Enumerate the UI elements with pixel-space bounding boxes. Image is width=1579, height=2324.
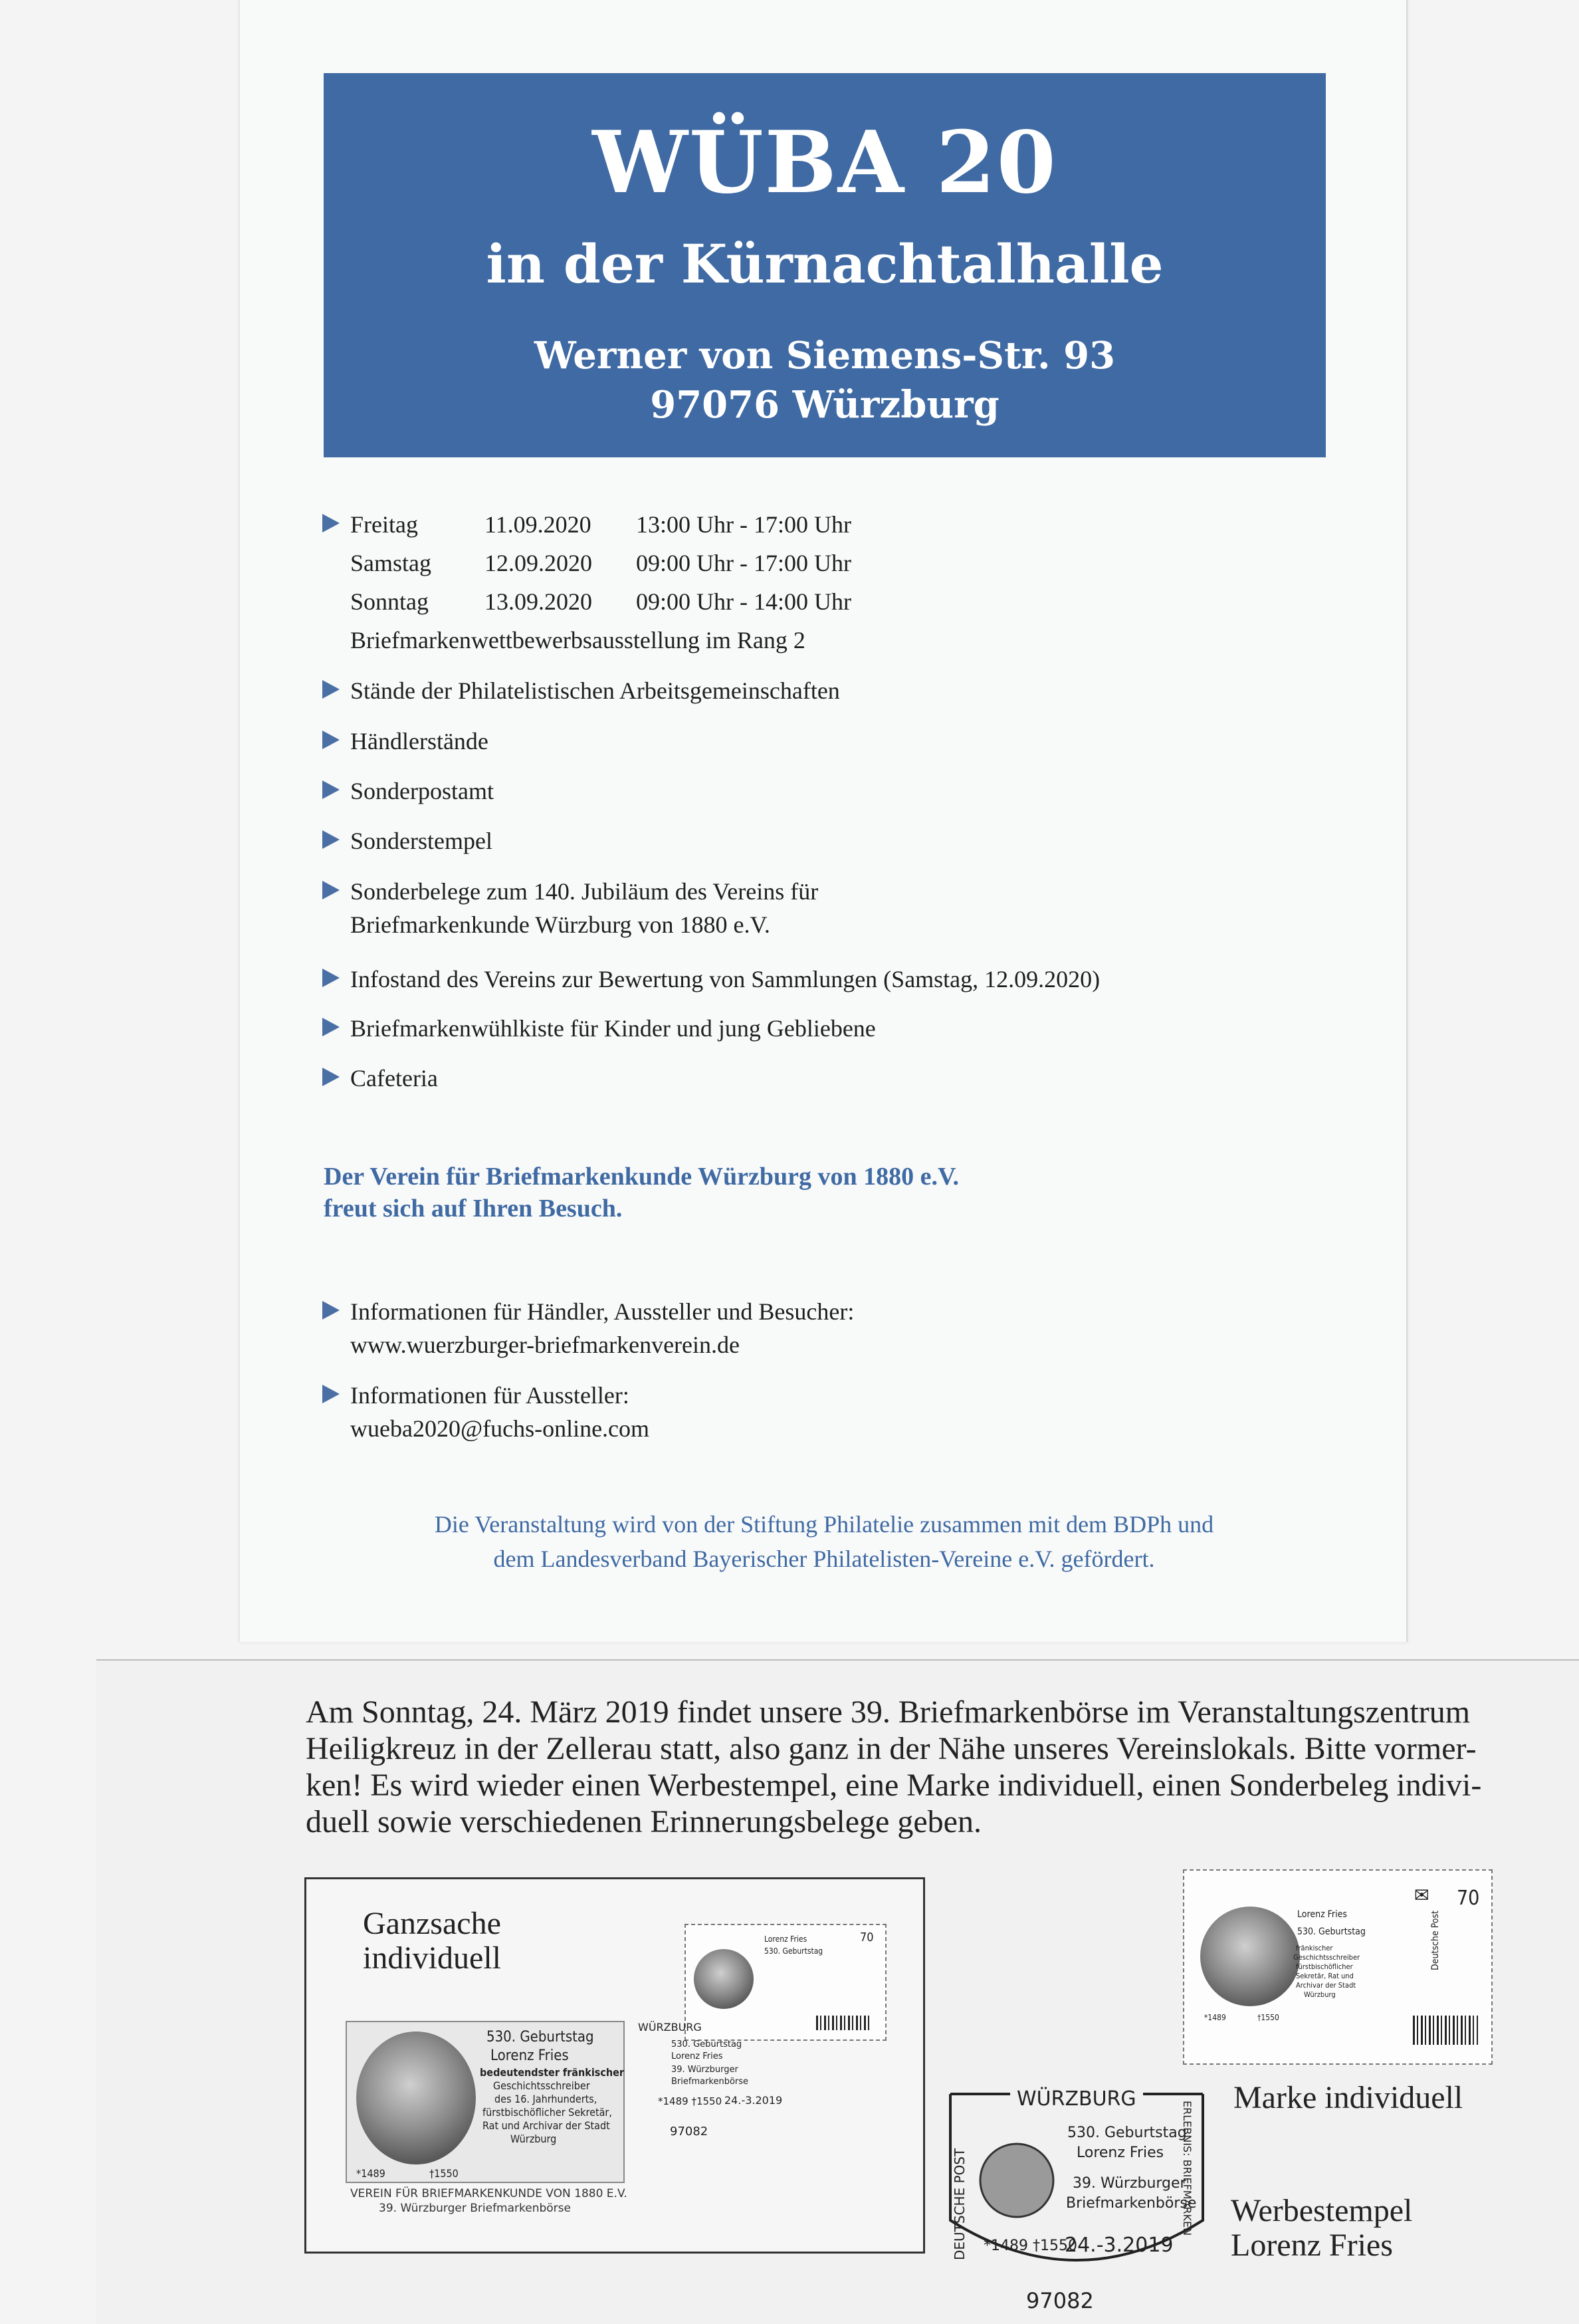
footer-line-1: Die Veranstaltung wird von der Stiftung Philatelie zusammen mit dem BDPh und: [434, 1511, 1214, 1538]
bullet-arrow-icon: [322, 780, 340, 799]
bullet-arrow-icon: [322, 514, 340, 532]
greeting-line-2: freut sich auf Ihren Besuch.: [324, 1195, 623, 1222]
schedule-day: Freitag: [350, 511, 418, 538]
werbestempel-label: Werbestempel Lorenz Fries: [1231, 2193, 1413, 2263]
schedule-date: 11.09.2020: [484, 511, 591, 538]
bullet-arrow-icon: [322, 881, 340, 899]
website-link[interactable]: www.wuerzburger-briefmarkenverein.de: [350, 1332, 740, 1358]
bullet-arrow-icon: [322, 1018, 340, 1036]
bullet-arrow-icon: [322, 680, 340, 699]
datamatrix-code: [816, 2016, 869, 2030]
bullet-arrow-icon: [322, 1301, 340, 1320]
schedule-day: Samstag: [350, 550, 431, 576]
bullet-arrow-icon: [322, 830, 340, 849]
footer-line-2: dem Landesverband Bayerischer Philatelisten-Vereine e.V. gefördert.: [493, 1546, 1155, 1572]
schedule-date: 13.09.2020: [484, 588, 592, 615]
email-link[interactable]: wueba2020@fuchs-online.com: [350, 1415, 650, 1442]
schedule-day: Sonntag: [350, 588, 429, 615]
marke-label: Marke individuell: [1233, 2080, 1463, 2115]
postmark-city: WÜRZBURG: [1017, 2087, 1136, 2111]
venue-street: Werner von Siemens-Str. 93: [534, 334, 1116, 378]
bullet-arrow-icon: [322, 731, 340, 749]
post-horn-icon: ✉: [1414, 1884, 1429, 1907]
venue-name: in der Kürnachtalhalle: [486, 233, 1164, 295]
bullet-arrow-icon: [322, 1385, 340, 1403]
flyer-header: [324, 73, 1326, 457]
postmark-left-arc: DEUTSCHE POST: [952, 2148, 968, 2260]
card-boerse-text: 39. Würzburger Briefmarkenbörse: [379, 2202, 571, 2215]
bullet-arrow-icon: [322, 1068, 340, 1086]
card-verein-text: VEREIN FÜR BRIEFMARKENKUNDE VON 1880 E.V.: [350, 2187, 627, 2200]
lorenz-fries-portrait: [980, 2144, 1053, 2217]
mini-postmark-city: WÜRZBURG: [638, 2021, 702, 2034]
lorenz-fries-portrait: [356, 2032, 476, 2164]
lorenz-fries-portrait: [1200, 1907, 1300, 2006]
marke-individuell-stamp: Lorenz Fries 530. Geburtstag fränkischer Geschichtsschreiber fürstbischöflicher Sekretär, Rat und Archivar der Stadt Würzburg *1489 †1550 ✉ 70 Deutsche Post: [1183, 1869, 1493, 2065]
clipping-paragraph: Am Sonntag, 24. März 2019 findet unsere 39. Briefmarkenbörse im Veranstaltungszentrum Heiligkreuz in der Zellerau statt, also ganz in der Nähe unseres Vereinslokals. Bitte vormer- ken! Es wird wieder einen Werbestempel, eine Marke individuell, einen Sonderbeleg indivi- duell sowie verschiedenen Erinnerungsbelege geben.: [306, 1694, 1482, 1839]
mini-stamp: Lorenz Fries 530. Geburtstag 70: [684, 1924, 887, 2041]
ganzsache-label: Ganzsache individuell: [363, 1906, 501, 1976]
datamatrix-code: [1413, 2016, 1478, 2045]
schedule-time: 13:00 Uhr - 17:00 Uhr: [636, 511, 851, 538]
schedule-time: 09:00 Uhr - 14:00 Uhr: [636, 588, 851, 615]
schedule-time: 09:00 Uhr - 17:00 Uhr: [636, 550, 851, 576]
schedule-date: 12.09.2020: [484, 550, 592, 576]
event-title: WÜBA 20: [592, 113, 1057, 213]
postmark-right-arc: ERLEBNIS: BRIEFMARKEN: [1181, 2101, 1194, 2236]
lorenz-fries-portrait: [694, 1949, 754, 2009]
greeting-line-1: Der Verein für Briefmarkenkunde Würzburg von 1880 e.V.: [324, 1163, 960, 1191]
schedule-note: Briefmarkenwettbewerbsausstellung im Rang 2: [350, 627, 805, 653]
bullet-arrow-icon: [322, 969, 340, 987]
ganzsache-card-image: 530. Geburtstag Lorenz Fries bedeutendster fränkischer Geschichtsschreiber des 16. Jahrhunderts, fürstbischöflicher Sekretär, Rat und Archivar der Stadt Würzburg *1489 †1550: [346, 2021, 625, 2183]
venue-city: 97076 Würzburg: [650, 383, 1000, 427]
